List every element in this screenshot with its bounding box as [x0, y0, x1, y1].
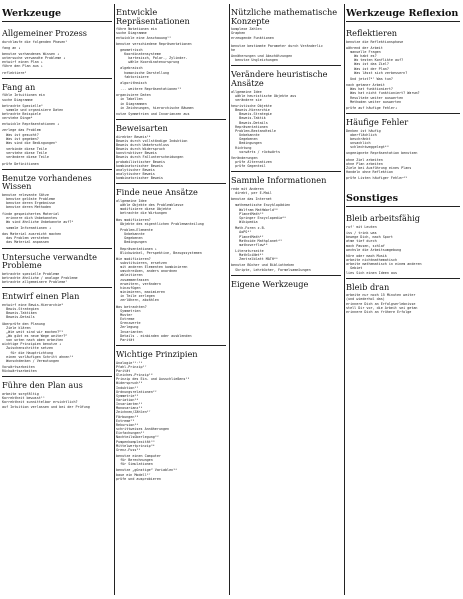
list-item: hinzufügen — [116, 285, 141, 290]
list-item: Handeln ohne Reflektion — [346, 170, 393, 174]
list-item: ungeeignete Repräsentation benutzen — [346, 151, 418, 156]
list-item: Färbungen²⁸ — [116, 414, 139, 419]
list-item: Einfachungen³¹ — [116, 431, 145, 436]
list-item: sammle und organisiere Daten — [2, 107, 64, 112]
section — [116, 119, 226, 183]
list-item: Beweis durch Widerspruch — [116, 147, 165, 152]
list-item: Wolfram MathWorld³⁸ — [231, 207, 278, 212]
list-item: betrachte ähnliche / analoge Probleme — [2, 276, 78, 280]
list-item: Wie modifizieren? — [116, 256, 151, 261]
section — [346, 278, 460, 317]
list-item: probabilistischer Beweis — [116, 159, 165, 164]
list-item: Symmetrie²³ — [116, 393, 139, 398]
list-item: arbeite nur noch 15 Minuten weiter — [346, 293, 416, 298]
list-item: finde gespeichertes Material — [2, 211, 60, 216]
list-item: Zentralblatt MATH⁴⁶ — [231, 257, 278, 262]
list-item: Was ist das Ziel? — [346, 62, 389, 67]
list-item: fühle Intuitionen ein — [2, 93, 45, 98]
list-item: betrachte spezielle Probleme — [2, 271, 60, 276]
list-item: prüfe Alternativen — [231, 160, 272, 165]
list-item: wähle Koordinatenursprung — [116, 60, 180, 65]
list-item: Beweis-Taktik — [231, 116, 266, 121]
list-item: PlanetMath⁴² — [231, 234, 264, 239]
list-item: stell Dir vor, die Arbeit sei getan — [346, 305, 418, 310]
list-item: suche Diagramme — [2, 97, 33, 102]
list-item: Was hat funktioniert? — [346, 87, 393, 92]
list-item: Induktion²¹ — [116, 385, 139, 390]
list-item: Wo sind ähnliche Unbekannte auf?⁶ — [2, 219, 74, 224]
list-item: benutze verschiedene Repräsentationen — [116, 41, 192, 46]
list-item: ohne Plan arbeiten — [346, 161, 383, 166]
list-item: für die Hauptrichtung — [2, 350, 54, 355]
list-item: MathSciNet⁴⁵ — [231, 253, 264, 258]
list-item: wähle heuristische Objekte aus — [231, 93, 297, 98]
list-item: Rekursion³⁰ — [116, 422, 139, 427]
section — [2, 78, 112, 169]
list-item: Beweis-Hierarchie — [231, 108, 270, 113]
list-item: prüfe und ausprobieren — [116, 476, 161, 481]
list-item: Blickwinkel, Perspektive, Bezugssystemen — [116, 250, 202, 255]
list-item: iss / trink was — [346, 231, 377, 236]
list-item: Widerspruch²⁰ — [116, 381, 143, 386]
section-heading: Finde neue Ansätze — [116, 187, 198, 198]
list-item: Richtung — [231, 145, 252, 150]
list-item: zusammenfassen — [116, 277, 149, 282]
section — [346, 113, 460, 183]
section-list — [346, 210, 460, 317]
list-item: Bedingungen — [231, 141, 262, 146]
list-item: bewege Dich, mach Sport — [346, 235, 393, 240]
list-item: Analogie¹⁵·¹⁶ — [116, 360, 143, 365]
list-item: Gegebenen — [116, 236, 143, 241]
list-item: Korrektheit bewusst¹¹ — [2, 396, 45, 401]
list-item: Grenz-Fuss³⁵ — [116, 447, 141, 452]
list-item: Repräsentationen — [231, 124, 268, 129]
list-item: Zerlegung — [116, 325, 139, 330]
list-item: rede mit Anderen — [231, 186, 264, 191]
column-divider — [229, 4, 230, 595]
column-4 — [346, 4, 460, 595]
list-item: in Diagrammen — [116, 101, 147, 106]
list-item: unsachlich — [346, 141, 371, 146]
list-item: benutze einen Computer — [116, 454, 161, 459]
list-item: betrachte allgemeinere Probleme⁷ — [2, 280, 68, 285]
column-2 — [116, 4, 226, 595]
list-item: Pfahl-Prinzip¹⁷ — [116, 364, 147, 369]
section-heading: Bleib arbeitsfähig — [346, 213, 420, 224]
list-item: Graphen — [231, 31, 246, 36]
list-item: Objekte des eigentlichen Problemanteilung — [116, 221, 204, 226]
list-item: (und wiederhol das) — [346, 297, 385, 302]
list-item: während der Arbeit — [346, 45, 383, 50]
list-item: benutze Bücher und Bibliotheken — [231, 263, 295, 268]
section-list — [2, 25, 112, 412]
list-item: entwirf einen Plan ↓ — [2, 60, 43, 65]
list-item: Beweis durch Fallunterscheidungen — [116, 155, 184, 160]
section — [346, 210, 460, 277]
main-title-sonstiges: Sonstiges — [346, 193, 460, 207]
section — [2, 376, 112, 411]
list-item: zerlöhern, abzählen — [116, 298, 159, 303]
list-item: nutze Symmetrien und Invarianzen aus — [116, 111, 190, 116]
list-item: „Wo gibt es neue Wege weiter?“ — [2, 334, 68, 339]
list-item: überprüfe den Planung — [2, 321, 45, 326]
list-item: betrachte Spezielle³ — [2, 103, 43, 108]
list-item: wähle Objekte des Problemklasse — [116, 203, 184, 208]
list-item: verstehe Dinge⁴ — [2, 116, 33, 121]
list-item: minimieren, maximieren — [116, 290, 165, 295]
list-item: analytischer Beweis — [116, 167, 155, 172]
list-item: wichtige Prinzipien benutze ↓ — [2, 342, 62, 347]
list-item: benutze Ungleichungen — [231, 58, 278, 63]
list-item: Unbekannte — [231, 133, 260, 138]
list-item: Beweis-Details — [2, 315, 35, 320]
list-item: ruf' mit Leuten — [346, 224, 377, 229]
list-item: verändere diese Teile — [2, 155, 49, 160]
list-item: geometrisch — [116, 47, 143, 52]
list-item: „Wie weit sind wir machen?“⁹ — [2, 329, 64, 334]
list-item: Extreme²⁹ — [116, 418, 135, 423]
list-item: Annäherungen und Abschätzungen — [231, 54, 293, 58]
list-item: Koordinatensysteme — [116, 52, 161, 56]
list-item: prüfe Listen häufiger Fehler⁴⁹ — [346, 176, 408, 181]
list-item: betrachte Beispiele — [2, 111, 41, 116]
list-item: verändere sie — [231, 97, 262, 102]
list-item: Parität — [116, 368, 131, 373]
list-item: Monovarianz²⁶ — [116, 406, 143, 411]
list-item: Problem-Elemente — [116, 227, 153, 232]
main-title-werkzeuge-reflexion: Werkzeuge Reflexion — [346, 8, 460, 22]
list-item: entwirf eine Bewis-Hierarchie⁸ — [2, 302, 64, 307]
list-item: zerlege das Problem — [2, 128, 41, 133]
column-3 — [231, 4, 341, 595]
list-item: Gebiet — [346, 266, 363, 271]
list-item: Unbekannte — [116, 232, 145, 237]
list-item: baue ein Modell³⁷ — [116, 472, 151, 477]
list-item: sammle Informationen ↓ — [2, 226, 51, 230]
list-item: erzeugende Funktionen — [231, 35, 274, 40]
list-item: Denken ist häufig — [346, 128, 381, 133]
list-item: Extreme — [116, 317, 135, 322]
list-item: Was betrachten? — [116, 304, 147, 309]
list-item: Was ist gesucht? — [2, 132, 39, 137]
list-item: Was ist gegeben? — [2, 136, 39, 141]
list-item: in Teile zerlegen — [116, 294, 155, 299]
list-item: benutze die Reflektionsphase — [346, 39, 404, 44]
list-item: Invarianten²⁵ — [116, 402, 143, 407]
column-divider — [114, 4, 115, 595]
list-item: organisiere Daten — [116, 93, 151, 98]
list-item: mathematische Enzyklopädien — [231, 203, 291, 208]
list-item: direkt, per E-Mail — [231, 191, 272, 196]
list-item: oberflächlich — [346, 132, 377, 137]
list-item: Mittelwertprinzip³⁴ — [116, 443, 155, 448]
section-heading: Reflektieren — [346, 28, 398, 39]
section — [2, 25, 112, 78]
list-item: komplexe Zahlen — [231, 27, 262, 32]
list-item: fang an ↓ — [2, 45, 21, 50]
list-item: erinnere Dich an frühere Erfolge — [346, 309, 412, 314]
list-item: prüfe Definitionen — [2, 161, 39, 166]
list-item: Resultate weiter auswerten — [346, 95, 404, 100]
section — [2, 287, 112, 376]
section-heading: Entwirf einen Plan — [2, 291, 80, 302]
list-item: Rückwärtsarbeiten — [2, 369, 37, 374]
list-item: Nachteilsüberlegung³² — [116, 435, 159, 440]
section-heading: Beweisarten — [116, 123, 168, 134]
list-item: entwickle Repräsentationen ↓ — [2, 122, 60, 127]
list-item: Zeichnen/Zählen²⁷ — [116, 410, 151, 415]
section-heading: Eigene Werkzeuge — [231, 278, 309, 289]
list-item: betrachte die Wirkungen — [116, 211, 168, 216]
list-item: Was ist der Plan? — [346, 66, 389, 71]
list-item: Was hat nicht funktioniert? Warum? — [346, 91, 420, 96]
section-heading: Fang an — [2, 81, 36, 92]
section-heading: Nützliche mathematische Konzepte — [231, 7, 338, 26]
list-item: algebraisch — [116, 66, 143, 71]
column-1 — [2, 4, 112, 595]
list-item: Korrektheit sunnittelbar ersichtlich? — [2, 400, 78, 405]
list-item: führe Notationen ein — [116, 27, 157, 32]
list-item: Beweis durch vollständige Induktion — [116, 138, 188, 143]
section — [231, 4, 341, 65]
list-item: ohne Ziel arbeiten — [346, 157, 383, 162]
list-item: benutze gelöste Probleme — [2, 197, 56, 202]
list-item: benutze das Internet — [231, 197, 272, 202]
list-item: Beweis-Strategie — [231, 112, 272, 117]
list-item: heuristische Objekte — [231, 104, 272, 108]
list-item: benutze relevante Sätze — [2, 192, 49, 197]
list-item: in Zeichnungen, hierarchische Bäumen — [116, 105, 194, 110]
list-item: mach Pausen, schlaf — [346, 243, 385, 248]
list-item: ableitieren — [116, 273, 143, 278]
list-item: konstruktiver Beweis — [116, 151, 157, 156]
list-item: nach getaner Arbeit — [346, 83, 385, 88]
list-item: Springer Encyclopedia⁴⁰ — [231, 215, 287, 220]
list-item: arbeite sorgfältig — [2, 392, 39, 397]
list-item: Repräsentationen ↓ — [116, 246, 157, 251]
list-item: Grenzwerte — [116, 321, 141, 326]
list-item: allgemeine Idee — [231, 89, 262, 94]
list-item: Was lässt sich verbessern? — [346, 70, 408, 75]
list-item: das Problem verstehen — [2, 236, 49, 241]
list-item: benutze vorhandenes Wissen ↓ — [2, 51, 60, 56]
list-item: Mathoide Mathplanet⁴³ — [231, 238, 283, 243]
list-item: schrittweises Annäherungen — [116, 427, 170, 432]
list-item: Ziele klären — [2, 325, 31, 330]
list-item: Details - einbinden oder ausblenden — [116, 333, 192, 338]
list-item: Wo testen Konflikte auf? — [346, 58, 404, 63]
list-item: auf Intuition verlassen und bei der Prüfung — [2, 404, 90, 409]
list-item: Literaturseite — [231, 248, 264, 253]
section — [116, 345, 226, 484]
list-item: Invarianten — [116, 329, 143, 334]
section-heading: Sammle Informationen — [231, 175, 327, 186]
list-item: kartesisch, Polar-, Zylinder- — [116, 56, 188, 61]
section — [2, 248, 112, 288]
section-list — [346, 25, 460, 183]
list-item: Bewis-Strategien — [2, 307, 39, 312]
list-item: Bedingungen — [116, 240, 147, 245]
list-item: AoPS⁴¹ — [231, 230, 252, 235]
list-item: lies Sich einen Ideen aus — [346, 270, 398, 275]
list-item: Gegebenen — [231, 137, 258, 142]
list-item: erweitern, verändern — [116, 281, 161, 286]
section-heading: Benutze vorhandenes Wissen — [2, 172, 92, 192]
main-title-werkzeuge: Werkzeuge — [2, 8, 112, 22]
list-item: verstehe diese Teile — [2, 151, 47, 156]
list-item: arbeite nichtmathematisch — [346, 258, 398, 263]
section-heading: Verändere heuristische Ansätze — [231, 69, 328, 88]
list-item: benutze „günstige“ Variablen³⁶ — [116, 468, 178, 473]
list-item: Pumpenkomplexität³³ — [116, 439, 155, 444]
section-heading: Führe den Plan aus — [2, 380, 83, 391]
list-item: atme tief durch — [346, 239, 377, 244]
list-item: suche Diagramme — [116, 31, 147, 36]
list-item: benutze bestimmte Parameter durch Veränderlic — [231, 43, 323, 48]
list-item: das Material ausreicht machen — [2, 232, 62, 237]
section — [231, 275, 341, 294]
list-item: verbinde diese Teile — [2, 147, 47, 152]
list-item: Vorwärtsarbeiten — [2, 365, 35, 370]
section — [2, 169, 112, 248]
list-item: vorwärts / rückwärts — [231, 149, 280, 154]
section-list — [116, 4, 226, 484]
list-item: Variation²⁴ — [116, 397, 139, 402]
list-item: führe den Plan aus ↓ — [2, 64, 43, 69]
list-item: Math-Foren z.B. — [231, 226, 268, 231]
list-item: mathoverflow⁴⁴ — [231, 242, 268, 247]
section-heading: Wichtige Prinzipien — [116, 348, 198, 359]
list-item: Ordnungsrelationen²² — [116, 389, 157, 394]
list-item: untersuche verwandte Probleme ↓ — [2, 56, 66, 61]
list-item: schlechtweggelegt⁴⁸ — [346, 145, 389, 150]
list-item: Symmetrien — [116, 308, 141, 313]
list-item: Was sind die Bedingungen⁵ — [2, 140, 58, 145]
list-item: Gleiches-Prinzip¹⁸ — [116, 373, 153, 378]
list-item: Ziele bei Ausführung eines Plans — [346, 165, 412, 170]
list-item: Wunschdenken / Vermutungen — [2, 358, 60, 363]
list-item: Beweis-Taktiken — [2, 311, 37, 316]
section-heading: Untersuche verwandte Probleme — [2, 251, 97, 271]
section-heading: Häufige Fehler — [346, 116, 409, 127]
list-item: ... weitere Repräsentationen¹³ — [116, 87, 182, 92]
list-item: in Tabellen — [116, 97, 143, 102]
list-item: he — [231, 47, 236, 52]
list-item: homonische Darstellung — [116, 70, 170, 75]
list-item: Was modifizieren? — [116, 217, 151, 222]
section — [231, 65, 341, 171]
list-item: für Simulationen — [116, 462, 153, 467]
section-heading: Allgemeiner Prozess — [2, 28, 88, 39]
list-item: Prinzip des Ein- und Ausschließens¹⁹ — [116, 377, 190, 382]
list-item: Veränderungen — [231, 155, 258, 160]
list-item: algorithmisch — [116, 80, 147, 85]
list-item: beschränkt — [346, 136, 371, 141]
list-item: Und jetzt?⁴⁷ Was tun? — [346, 76, 393, 81]
column-divider — [344, 4, 345, 595]
section-heading: Bleib dran — [346, 281, 390, 292]
list-item: benutze deren Methoden — [2, 205, 51, 210]
list-item: kombinatorischer Beweis — [116, 163, 163, 168]
list-item: PlanetMath³⁹ — [231, 211, 264, 216]
list-item: wechsle die Arbeitsumgebung — [346, 247, 402, 252]
list-item: prüfe auf häufige Fehler↓ — [346, 105, 398, 110]
list-item: prüfe Gegenteil — [231, 164, 266, 169]
list-item: umschreiben, anders anordnen — [116, 269, 178, 274]
list-item: einen vorläufigen Schritt ahnen¹⁰ — [2, 354, 74, 359]
list-item: substituieren, ersetzen — [116, 261, 168, 265]
list-item: das Material anpassen — [2, 240, 49, 245]
section — [116, 4, 226, 119]
list-item: Problem-Bestandteile — [231, 128, 276, 133]
list-item: Beweis-Details — [231, 120, 268, 125]
section-heading: Entwickle Repräsentationen — [116, 7, 190, 26]
list-item: erinnere dich Unbekanntes — [2, 215, 58, 220]
list-item: Zwischenschritte setzen — [2, 346, 54, 351]
list-item: höre oder mach Musik — [346, 253, 387, 258]
list-item: Muster — [116, 312, 133, 317]
list-item: entwickle eine Anschauung¹² — [116, 35, 172, 40]
list-item: durchlaufe die folgenden Phasen¹ — [2, 39, 68, 44]
list-item: reflektiere² — [2, 70, 27, 75]
list-item: manuelle Fragen — [346, 49, 381, 54]
list-item: arbeite mathematisch in einem anderen — [346, 262, 422, 267]
section — [231, 171, 341, 274]
list-item: analytischer Beweis — [116, 172, 155, 177]
list-item: Skripte, Lehrbücher, Formelsammlungen — [231, 267, 311, 272]
list-item: Parität — [116, 337, 135, 342]
section — [346, 25, 460, 113]
section — [116, 183, 226, 345]
list-item: mit anderen Elementen kombinieren — [116, 265, 188, 270]
list-item: benutze deren Ergebnisse — [2, 201, 56, 206]
list-item: erinnere Dich an Erfolgserlebnisse — [346, 301, 416, 306]
list-item: allgemeine Idee — [116, 198, 147, 203]
list-item: kombinatorischer Beweis — [116, 176, 163, 181]
list-item: Beweis durch Umkehrschluss — [116, 142, 170, 147]
list-item: direkter Beweis¹⁴ — [116, 134, 151, 139]
list-item: Wo habt es? — [346, 54, 377, 59]
list-item: Wikipedia — [231, 220, 258, 225]
list-item: modifiziere diese Objekte — [116, 207, 172, 212]
list-item: faktorisiere — [116, 74, 149, 79]
list-item: Methoden weiter auswerten — [346, 99, 402, 104]
list-item: von unten nach oben arbeiten — [2, 338, 64, 343]
section-list — [231, 4, 341, 293]
list-item: für Berechnungen — [116, 458, 153, 463]
